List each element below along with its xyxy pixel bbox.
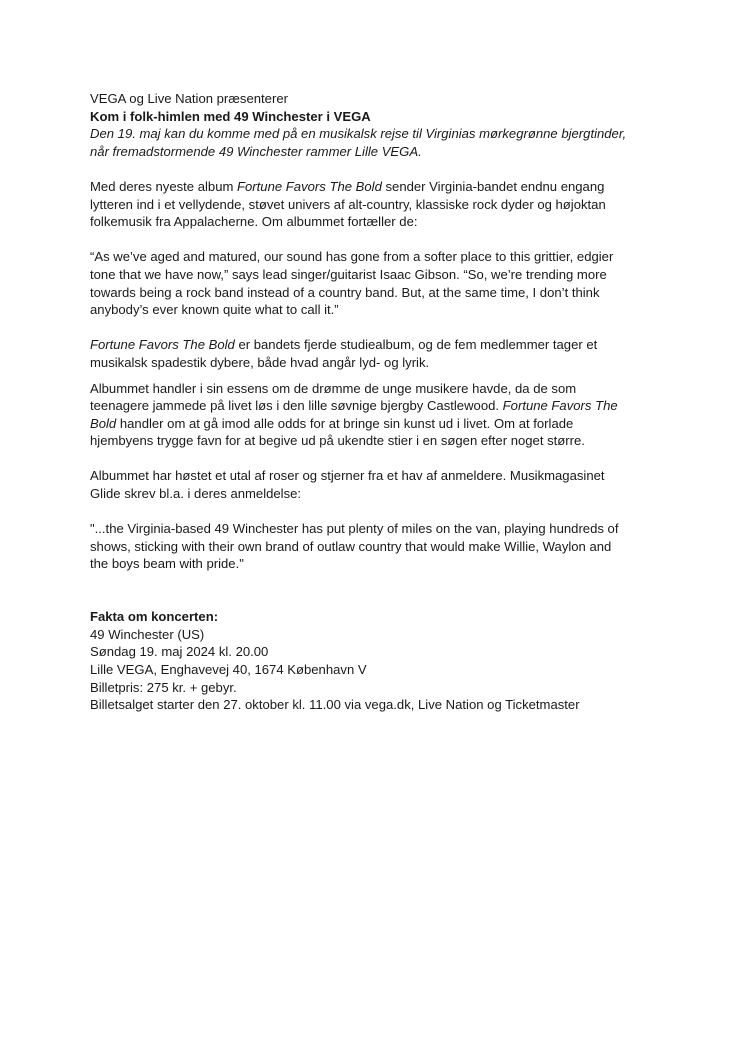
- text-line: [90, 178, 665, 196]
- presenter-line: [90, 90, 665, 108]
- spacer: [90, 372, 665, 380]
- album-title: Fortune Favors The: [502, 398, 618, 414]
- quote-line: towards being a rock band instead of a country band. But, at the same time, I don’t think: [90, 284, 600, 300]
- text-run: er bandets fjerde studiealbum, og de fem medlemmer tager et: [234, 337, 598, 353]
- album-title: Fortune Favors The Bold: [237, 178, 382, 194]
- headline-text: Kom i folk-himlen med 49 Winchester i VEGA: [90, 108, 371, 124]
- spacer: [90, 591, 665, 609]
- text-line: hjembyens trygge favn for at begive ud på ukendte stier i en søgen efter noget større.: [90, 433, 585, 449]
- text-line: folkemusik fra Appalacherne. Om albummet fortæller de:: [90, 214, 418, 230]
- text-line: Albummet handler i sin essens om de drømme de unge musikere havde, da de som: [90, 380, 577, 396]
- spacer: [90, 231, 665, 249]
- quote-line: anybody’s ever known quite what to call it.”: [90, 302, 339, 318]
- spacer: [90, 319, 665, 337]
- lead-line: når fremadstormende 49 Winchester rammer Lille VEGA.: [90, 143, 422, 159]
- text-line: Albummet har høstet et utal af roser og stjerner fra et hav af anmeldere. Musikmagasinet: [90, 468, 605, 484]
- text-line: [90, 336, 665, 354]
- facts-ticket-sale: Billetsalget starter den 27. oktober kl. 11.00 via vega.dk, Live Nation og Ticketmaster: [90, 697, 580, 713]
- spacer: [90, 160, 665, 178]
- text-run: handler om at gå imod alle odds for at bringe sin kunst ud i livet. Om at forlade: [116, 415, 574, 431]
- spacer: [90, 573, 665, 591]
- paragraph-album-intro: [90, 178, 665, 231]
- spacer: [90, 503, 665, 521]
- quote-line: “As we’ve aged and matured, our sound has gone from a softer place to this grittier, edgier: [90, 249, 614, 265]
- facts-date: Søndag 19. maj 2024 kl. 20.00: [90, 644, 269, 660]
- text-line: [90, 397, 665, 415]
- album-title: Bold: [90, 415, 117, 431]
- paragraph-fourth-album: [90, 336, 665, 371]
- quote-line: the boys beam with pride.": [90, 556, 244, 572]
- text-run: Med deres nyeste album: [90, 178, 238, 194]
- lead-paragraph: [90, 125, 665, 160]
- quote-line: "...the Virginia-based 49 Winchester has put plenty of miles on the van, playing hundreds of: [90, 521, 619, 537]
- press-release: [90, 90, 665, 714]
- spacer: [90, 450, 665, 468]
- quote-review: [90, 520, 665, 573]
- text-line: Glide skrev bl.a. i deres anmeldelse:: [90, 486, 302, 502]
- headline: [90, 108, 665, 126]
- text-line: [90, 415, 665, 433]
- paragraph-reviews: [90, 467, 665, 502]
- text-run: teenagere jammede på livet løs i den lille søvnige bjergby Castlewood.: [90, 398, 503, 414]
- presenter-text: VEGA og Live Nation præsenterer: [90, 91, 288, 106]
- quote-line: tone that we have now,” says lead singer/guitarist Isaac Gibson. “So, we’re trending more: [90, 266, 607, 282]
- facts-heading: Fakta om koncerten:: [90, 609, 219, 625]
- concert-facts: [90, 608, 665, 714]
- quote-band: [90, 248, 665, 318]
- facts-artist: 49 Winchester (US): [90, 626, 205, 642]
- paragraph-album-theme: [90, 380, 665, 450]
- facts-venue: Lille VEGA, Enghavevej 40, 1674 København V: [90, 662, 367, 677]
- text-run: sender Virginia-bandet endnu engang: [381, 178, 605, 194]
- lead-line: Den 19. maj kan du komme med på en musikalsk rejse til Virginias mørkegrønne bjergtinder,: [90, 126, 627, 142]
- quote-line: shows, sticking with their own brand of outlaw country that would make Willie, Waylon and: [90, 538, 612, 554]
- album-title: Fortune Favors The Bold: [90, 337, 235, 353]
- facts-price: Billetpris: 275 kr. + gebyr.: [90, 679, 237, 695]
- text-line: musikalsk spadestik dybere, både hvad angår lyd- og lyrik.: [90, 354, 430, 370]
- text-line: lytteren ind i et vellydende, støvet univers af alt-country, klassiske rock dyder og højoktan: [90, 196, 606, 212]
